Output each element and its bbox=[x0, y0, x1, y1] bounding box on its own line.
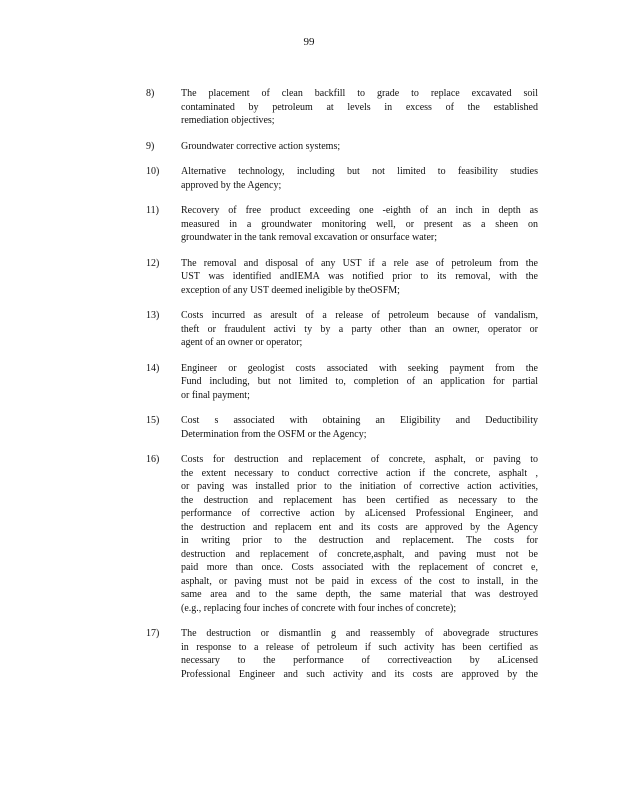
text-line: the destruction and replacement has been certified as necessary to the bbox=[181, 494, 538, 506]
text-line: or final payment; bbox=[181, 389, 250, 401]
list-item bbox=[146, 627, 538, 681]
item-number: 14) bbox=[146, 362, 160, 374]
item-number: 17) bbox=[146, 628, 160, 639]
list-item bbox=[146, 165, 538, 192]
text-line: Recovery of free product exceeding one -eighth of an inch in depth as bbox=[181, 205, 538, 216]
item-text bbox=[181, 309, 538, 350]
text-line: Groundwater corrective action systems; bbox=[181, 140, 341, 152]
list-item bbox=[146, 87, 538, 128]
text-line: in response to a release of petroleum if such activity has been certified as bbox=[181, 641, 538, 653]
text-line: remediation objectives; bbox=[181, 115, 275, 126]
item-text bbox=[181, 627, 538, 681]
item-number: 10) bbox=[146, 166, 160, 177]
item-text bbox=[181, 414, 538, 441]
text-line: paid more than once. Costs associated with the replacement of concret e, bbox=[181, 562, 538, 573]
text-line: destruction and replacement of concrete,asphalt, and paving must not be bbox=[181, 548, 538, 560]
list-item bbox=[146, 414, 538, 441]
text-line: same area and to the same depth, the same material that was destroyed bbox=[181, 589, 538, 600]
text-line: the extent necessary to conduct corrective action if the concrete, asphalt , bbox=[181, 467, 538, 479]
text-line: necessary to the performance of correctiveaction by aLicensed bbox=[181, 655, 538, 666]
text-line: Cost s associated with obtaining an Eligibility and Deductibility bbox=[181, 415, 538, 426]
text-line: agent of an owner or operator; bbox=[181, 337, 303, 348]
list-item bbox=[146, 453, 538, 615]
item-text bbox=[181, 257, 538, 298]
numbered-list bbox=[146, 87, 538, 693]
list-item bbox=[146, 140, 538, 154]
text-line: exception of any UST deemed ineligible by theOSFM; bbox=[181, 284, 400, 296]
item-number: 11) bbox=[146, 205, 159, 216]
text-line: or paving was installed prior to the initiation of corrective action activities, bbox=[181, 481, 538, 492]
item-text bbox=[181, 453, 538, 615]
text-line: The destruction or dismantlin g and reassembly of abovegrade structures bbox=[181, 628, 538, 639]
text-line: The removal and disposal of any UST if a rele ase of petroleum from the bbox=[181, 257, 538, 269]
item-number: 15) bbox=[146, 415, 160, 426]
text-line: contaminated by petroleum at levels in excess of the established bbox=[181, 101, 538, 113]
text-line: Alternative technology, including but not limited to feasibility studies bbox=[181, 166, 538, 177]
item-number: 12) bbox=[146, 257, 160, 269]
text-line: Determination from the OSFM or the Agency; bbox=[181, 428, 367, 440]
text-line: measured in a groundwater monitoring well, or present as a sheen on bbox=[181, 218, 538, 230]
text-line: performance of corrective action by aLicensed Professional Engineer, and bbox=[181, 508, 538, 519]
item-number: 16) bbox=[146, 454, 160, 465]
text-line: Professional Engineer and such activity and its costs are approved by the bbox=[181, 668, 538, 680]
text-line: groundwater in the tank removal excavation or onsurface water; bbox=[181, 232, 438, 243]
list-item bbox=[146, 362, 538, 403]
item-text bbox=[181, 362, 538, 403]
list-item bbox=[146, 204, 538, 245]
text-line: Engineer or geologist costs associated with seeking payment from the bbox=[181, 362, 538, 374]
item-number: 13) bbox=[146, 310, 160, 321]
text-line: the destruction and replacem ent and its costs are approved by the Agency bbox=[181, 521, 538, 533]
item-text bbox=[181, 87, 538, 128]
item-text bbox=[181, 140, 538, 154]
item-text bbox=[181, 204, 538, 245]
page-number: 99 bbox=[303, 36, 315, 48]
list-item bbox=[146, 309, 538, 350]
item-number: 9) bbox=[146, 140, 155, 152]
text-line: in writing prior to the destruction and replacement. The costs for bbox=[181, 535, 538, 546]
text-line: theft or fraudulent activi ty by a party other than an owner, operator or bbox=[181, 323, 538, 335]
list-item bbox=[146, 257, 538, 298]
text-line: Fund including, but not limited to, completion of an application for partial bbox=[181, 376, 538, 387]
item-text bbox=[181, 165, 538, 192]
text-line: Costs incurred as aresult of a release of petroleum because of vandalism, bbox=[181, 310, 538, 321]
item-number: 8) bbox=[146, 88, 155, 99]
text-line: UST was identified andIEMA was notified prior to its removal, with the bbox=[181, 271, 538, 282]
text-line: approved by the Agency; bbox=[181, 179, 282, 191]
text-line: (e.g., replacing four inches of concrete with four inches of concrete); bbox=[181, 602, 457, 614]
text-line: asphalt, or paving must not be paid in excess of the cost to install, in the bbox=[181, 575, 538, 587]
text-line: Costs for destruction and replacement of concrete, asphalt, or paving to bbox=[181, 454, 538, 465]
text-line: The placement of clean backfill to grade to replace excavated soil bbox=[181, 88, 538, 99]
